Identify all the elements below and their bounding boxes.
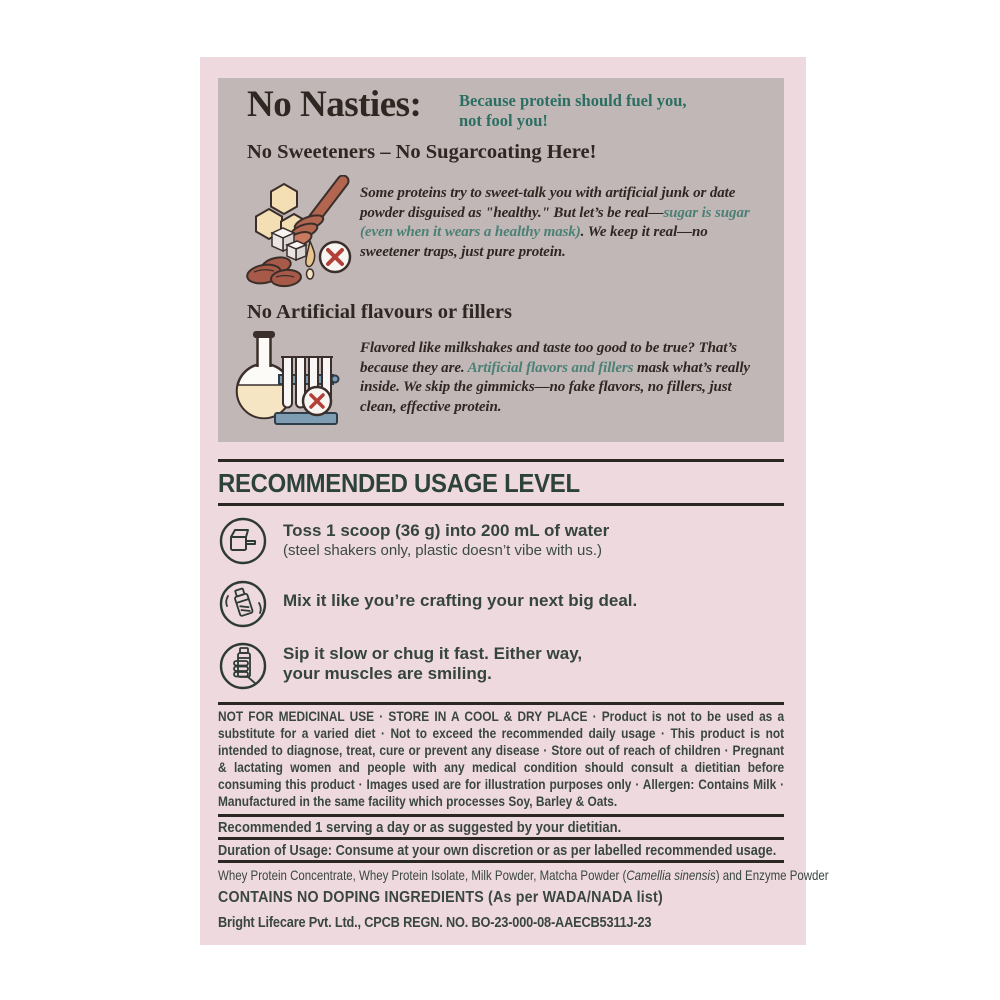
no-artificial-heading: No Artificial flavours or fillers xyxy=(247,301,512,323)
body-text: Flavored like milkshakes and taste too good to be true? That’s because they are. xyxy=(360,340,737,376)
usage-title: Mix it like you’re crafting your next big deal. xyxy=(283,591,638,610)
usage-row-mix xyxy=(218,579,784,634)
no-sweeteners-body xyxy=(360,184,760,262)
body-accent-text: Artificial flavors and fillers xyxy=(467,359,634,376)
no-nasties-tagline xyxy=(459,91,687,131)
disclaimer-text: NOT FOR MEDICINAL USE · STORE IN A COOL & DRY PLACE · Product is not to be used as a substitute for a varied diet · Not to exceed the recommended daily usage · This product is not intended to diagnose, treat, cure or prevent any disease · Store out of reach of children · Pregnant & lactating women and people with any medical condition should consult a dietitian before consuming this product · Images used are for illustration purposes only · Allergen: Contains Milk · Manufactured in the same facility which processes Soy, Barley & Oats. xyxy=(218,708,785,810)
body-text: Some proteins try to sweet-talk you with artificial junk or date powder disguised as "healthy." But let’s be real— xyxy=(360,185,736,221)
body-text-end: mask what’s really inside. We skip the gimmicks—no fake flavors, no fillers, just clean, effective protein. xyxy=(360,359,750,415)
usage-title: Toss 1 scoop (36 g) into 200 mL of water xyxy=(283,521,610,540)
usage-row-sip xyxy=(218,641,784,696)
divider xyxy=(218,837,784,840)
flask-testtubes-no-icon xyxy=(227,329,342,431)
manufacturer-info: Bright Lifecare Pvt. Ltd., CPCB REGN. NO. BO-23-000-08-AAECB5311J-23 xyxy=(218,915,652,931)
tagline-line-1: Because protein should fuel you, xyxy=(459,91,687,110)
no-nasties-title: No Nasties: xyxy=(247,84,422,125)
ingredients-latin-name: Camellia sinensis xyxy=(626,867,716,883)
no-sweeteners-heading: No Sweeteners – No Sugarcoating Here! xyxy=(247,141,597,163)
divider xyxy=(218,860,784,863)
dipper-handle xyxy=(314,181,343,219)
no-artificial-body xyxy=(360,339,762,417)
usage-heading: RECOMMENDED USAGE LEVEL xyxy=(218,468,580,498)
usage-title-line2: your muscles are smiling. xyxy=(283,664,492,684)
usage-row-text xyxy=(283,521,609,561)
divider xyxy=(218,702,784,705)
shaker-mix-icon xyxy=(218,579,268,629)
honey-droplet xyxy=(307,269,314,279)
shaker-sip-icon xyxy=(218,641,268,691)
ingredients-text-end: ) and Enzyme Powder xyxy=(715,867,829,883)
divider xyxy=(218,503,784,506)
ingredients-text: Whey Protein Concentrate, Whey Protein Isolate, Milk Powder, Matcha Powder ( xyxy=(218,867,627,883)
scoop-icon xyxy=(218,516,268,566)
ingredients-list xyxy=(218,867,829,883)
body-text-end: . We keep it real—no sweetener traps, just pure protein. xyxy=(360,224,708,260)
usage-row-text xyxy=(283,644,582,685)
usage-row-scoop xyxy=(218,516,784,574)
no-symbol-icon xyxy=(303,387,331,415)
no-symbol-icon xyxy=(320,242,350,272)
usage-title: Sip it slow or chug it fast. Either way, xyxy=(283,644,583,663)
divider xyxy=(218,814,784,817)
honeycomb-sugar-dates-no-icon xyxy=(242,175,354,289)
divider xyxy=(218,459,784,462)
usage-row-text xyxy=(283,591,637,611)
usage-subtitle: (steel shakers only, plastic doesn’t vibe with us.) xyxy=(283,542,603,560)
body-accent-text: sugar is sugar (even when it wears a healthy mask) xyxy=(360,204,750,240)
tagline-line-2: not fool you! xyxy=(459,110,548,130)
no-doping-statement: CONTAINS NO DOPING INGREDIENTS (As per WADA/NADA list) xyxy=(218,889,663,906)
duration-of-usage: Duration of Usage: Consume at your own discretion or as per labelled recommended usage. xyxy=(218,842,777,859)
serving-recommendation: Recommended 1 serving a day or as suggested by your dietitian. xyxy=(218,819,622,836)
